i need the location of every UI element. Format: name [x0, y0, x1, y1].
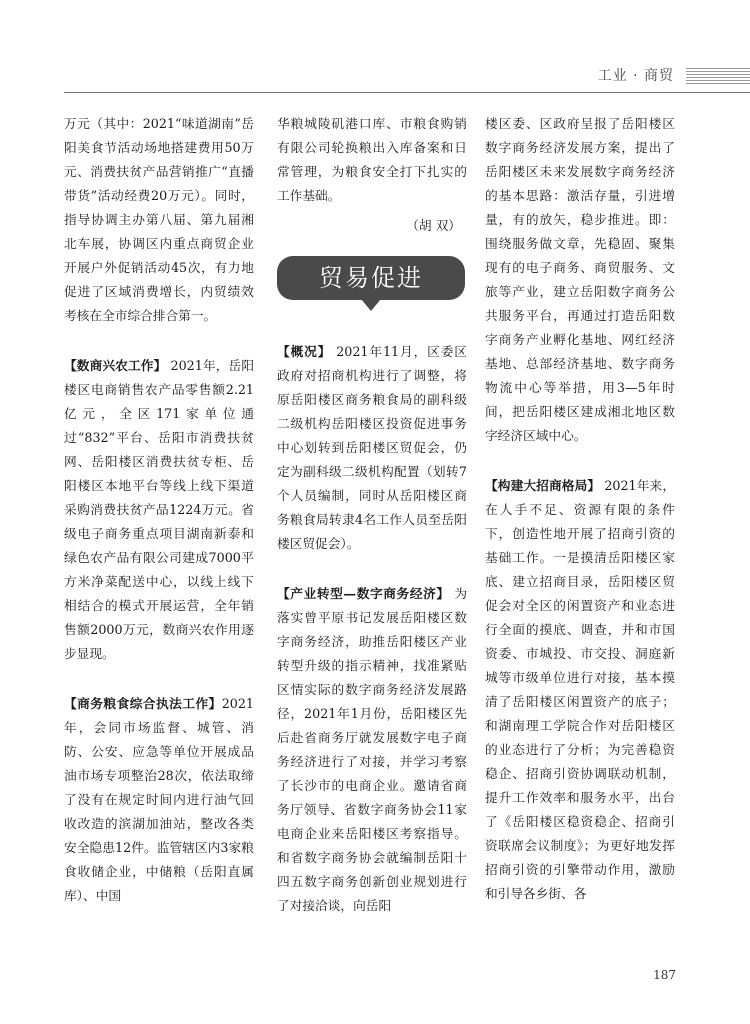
- paragraph: [64, 692, 254, 908]
- header-rule: [64, 92, 750, 93]
- section-banner: [277, 256, 465, 312]
- paragraph: 楼区委、区政府呈报了岳阳楼区数字商务经济发展方案，提出了岳阳楼区未来发展数字商务经济的基本思路：激活存量，引进增量，有的放矢，稳步推进。即：围绕服务做文章，先稳固、聚集现有的电子商务、商贸服务、文旅等产业，建立岳阳数字商务公共服务平台，再通过打造岳阳数字商务产业孵化基地、网红经济基地、总部经济基地、数字商务物流中心等举措，用3—5年时间，把岳阳楼区建成湘北地区数字经济区域中心。: [485, 116, 675, 443]
- paragraph-body: 2021年，会同市场监督、城管、消防、公安、应急等单位开展成品油市场专项整治28次，依法取缔了没有在规定时间内进行油气回收改造的滨湖加油站，整改各类安全隐患12件。监管辖区内3家粮食收储企业，中储粮（岳阳直属库）、中国: [64, 696, 254, 903]
- banner-title: 贸易促进: [319, 264, 423, 292]
- section-heading: 【数商兴农工作】: [64, 358, 167, 373]
- author-credit: （胡 双）: [406, 218, 461, 233]
- banner-pointer: [361, 299, 381, 311]
- section-heading: 【商务粮食综合执法工作】: [64, 696, 222, 711]
- paragraph-body: 2021年11月，区委区政府对招商机构进行了调整，将原岳阳楼区商务粮食局的副科级二级机构岳阳楼区投资促进事务中心划转到岳阳楼区贸促会，仍定为副科级二级机构配置（划转7个人员编制，同时从岳阳楼区商务粮食局转隶4名工作人员至岳阳楼区贸促会）。: [277, 344, 467, 551]
- column-2: [277, 112, 467, 918]
- paragraph-body: 2021年，岳阳楼区电商销售农产品零售额2.21亿元，全区171家单位通过“832”平台、岳阳市消费扶贫网、岳阳楼区消费扶贫专柜、岳阳楼区本地平台等线上线下渠道采购消费扶贫产品1224万元。省级电子商务重点项目湖南新泰和绿色农产品有限公司建成7000平方米净菜配送中心，以线上线下相结合的模式开展运营，全年销售额2000万元，数商兴农作用逐步显现。: [64, 358, 255, 661]
- paragraph: [277, 582, 467, 918]
- paragraph: 万元（其中：2021“味道湖南”岳阳美食节活动场地搭建费用50万元、消费扶贫产品营销推广“直播带货”活动经费20万元）。同时，指导协调主办第八届、第九届湘北车展，协调区内重点商贸企业开展户外促销活动45次，有力地促进了区域消费增长，内贸绩效考核在全市综合排合第一。: [64, 116, 254, 323]
- paragraph-body: 为落实曾平原书记发展岳阳楼区数字商务经济，助推岳阳楼区产业转型升级的指示精神，找准紧贴区情实际的数字商务经济发展路径，2021年1月份，岳阳楼区先后赴省商务厅就发展数字电子商务经济进行了对接，并学习考察了长沙市的电商企业。邀请省商务厅领导、省数字商务协会11家电商企业来岳阳楼区考察指导。和省数字商务协会就编制岳阳十四五数字商务创新创业规划进行了对接洽谈，向岳阳: [277, 586, 467, 913]
- section-heading: 【产业转型—数字商务经济】: [277, 586, 450, 601]
- paragraph: 华粮城陵矶港口库、市粮食购销有限公司轮换粮出入库备案和日常管理，为粮食安全打下扎实的工作基础。: [277, 116, 467, 203]
- page-number: 187: [653, 968, 676, 982]
- section-title: 工业 · 商贸: [597, 68, 674, 84]
- paragraph: [277, 340, 467, 556]
- paragraph-body: 2021年来，在人手不足、资源有限的条件下，创造性地开展了招商引资的基础工作。一是摸清岳阳楼区家底、建立招商目录，岳阳楼区贸促会对全区的闲置资产和业态进行全面的摸底、调查，并和市国资委、市城投、市交投、洞庭新城等市级单位进行对接，基本摸清了岳阳楼区闲置资产的底子；和湖南理工学院合作对岳阳楼区的业态进行了分析；为完善稳资稳企、招商引资协调联动机制，提升工作效率和服务水平，出台了《岳阳楼区稳资稳企、招商引资联席会议制度》；为更好地发挥招商引资的引擎带动作用，激励和引导各乡街、各: [485, 478, 676, 901]
- section-heading: 【概况】: [277, 344, 332, 359]
- paragraph: [64, 354, 254, 666]
- column-3: [485, 112, 675, 906]
- header-stripe-decoration: [686, 68, 750, 84]
- paragraph: [485, 474, 675, 906]
- section-heading: 【构建大招商格局】: [485, 478, 601, 493]
- column-1: [64, 112, 254, 908]
- page-header: [0, 58, 750, 98]
